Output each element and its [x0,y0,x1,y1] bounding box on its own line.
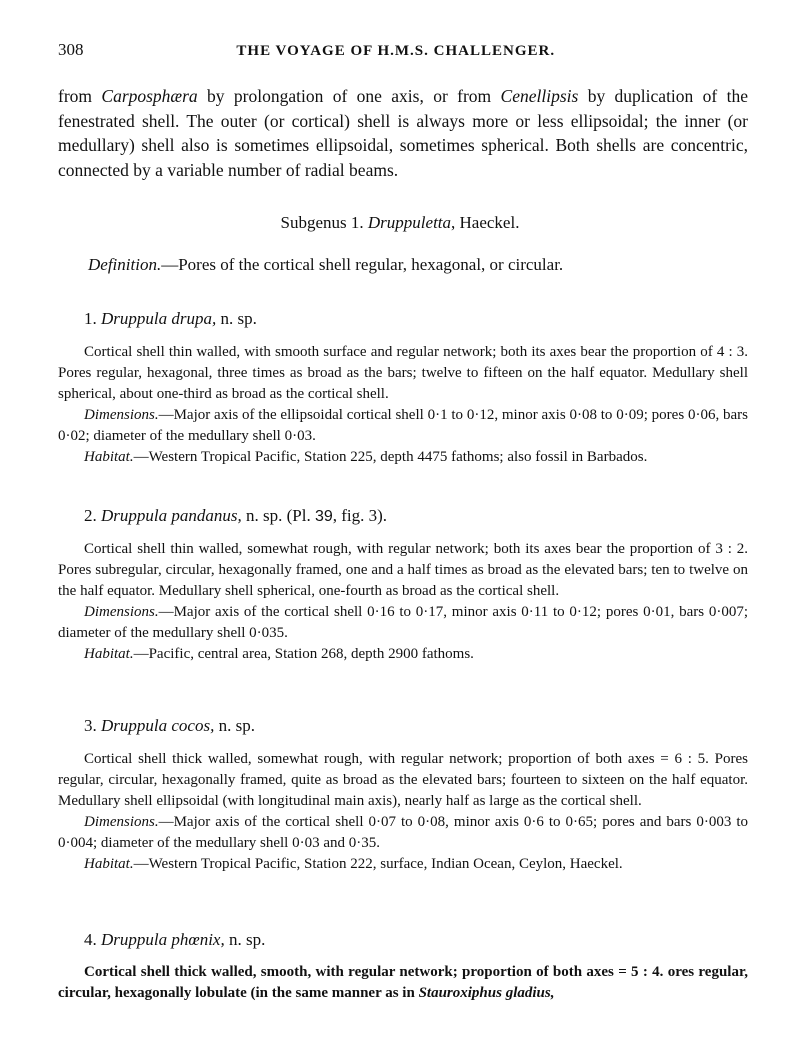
habitat-label: Habitat. [84,646,134,662]
dimensions-text: —Major axis of the ellipsoidal cortical shell 0·1 to 0·12, minor axis 0·08 to 0·09; pores 0·06, bars 0·02; diameter of the medullary shell 0·03. [58,407,748,444]
dimensions-label: Dimensions. [84,814,159,830]
species-description: Cortical shell thin walled, somewhat rough, with regular network; both its axes bear the proportion of 3 : 2. Pores subregular, circular, hexagonally framed, one and a half times as broad as the elevated bars; ten to twelve on the half equator. Medullary shell spherical, one-fourth as broad as the cortical shell. [58,541,748,599]
species-suffix: n. sp. (Pl. [241,506,315,525]
genus-carposphaera: Carposphæra [101,86,198,106]
figure-reference: , fig. 3). [332,506,388,525]
subgenus-name: Druppuletta [367,213,452,232]
species-dimensions [58,405,748,447]
habitat-text: —Western Tropical Pacific, Station 222, surface, Indian Ocean, Ceylon, Haeckel. [133,856,623,872]
definition [88,255,748,275]
species-description-block [58,962,748,1004]
species-suffix: n. sp. [214,716,255,735]
species-name: Druppula drupa, [101,309,217,328]
species-heading [84,716,255,736]
habitat-text: —Pacific, central area, Station 268, depth 2900 fathoms. [133,646,474,662]
species-suffix: n. sp. [224,930,266,949]
species-description: Cortical shell thick walled, somewhat rough, with regular network; proportion of both axes = 6 : 5. Pores regular, circular, hexagonally framed, quite as broad as the elevated bars; fourteen to sixteen on the half equator. Medullary shell ellipsoidal (with longitudinal main axis), nearly half as large as the cortical shell. [58,751,748,809]
species-habitat [58,854,748,875]
genus-cenellipsis: Cenellipsis [500,86,579,106]
species-number: 2. [84,506,101,525]
plate-number: 39 [314,508,333,525]
species-heading [84,309,257,329]
species-habitat [58,644,748,665]
intro-text-1: from [58,86,102,106]
habitat-label: Habitat. [84,449,134,465]
dimensions-label: Dimensions. [84,407,159,423]
page-header [58,40,748,60]
dimensions-label: Dimensions. [84,604,159,620]
species-habitat [58,447,748,468]
description-text: Cortical shell thick walled, smooth, with regular network; proportion of both axes = 5 : 4. ores regular, circular, hexagonally lobulate (in the same manner as in [58,964,748,1001]
definition-label: Definition. [88,255,162,274]
species-description-block [58,539,748,665]
species-description: Cortical shell thin walled, with smooth surface and regular network; both its axes bear the proportion of 4 : 3. Pores regular, hexagonal, three times as broad as the bars; twelve to fifteen on the half equator. Medullary shell spherical, about one-third as broad as the cortical shell. [58,344,748,402]
intro-text-3: by duplication of the fenestrated shell. The outer (or cortical) shell is always more or less ellipsoidal; the inner (or medullary) shell also is sometimes ellipsoidal, sometimes spherical. Both shells are concentric, connected by a variable number of radial beams. [58,86,748,180]
species-name: Druppula cocos, [101,716,215,735]
species-heading [84,930,265,950]
subgenus-author: , Haeckel. [451,213,520,232]
species-number: 3. [84,716,101,735]
species-suffix: n. sp. [216,309,257,328]
species-description-block [58,749,748,875]
species-description-block [58,342,748,468]
species-number: 1. [84,309,101,328]
species-description [58,962,748,1004]
intro-paragraph [58,84,748,182]
running-title: THE VOYAGE OF H.M.S. CHALLENGER. [236,43,556,59]
page-number: 308 [58,40,84,59]
species-dimensions [58,812,748,854]
dimensions-text: —Major axis of the cortical shell 0·07 to 0·08, minor axis 0·6 to 0·65; pores and bars 0·003 to 0·004; diameter of the medullary shell 0·03 and 0·35. [58,814,748,851]
dimensions-text: —Major axis of the cortical shell 0·16 to 0·17, minor axis 0·11 to 0·12; pores 0·01, bars 0·007; diameter of the medullary shell 0·035. [58,604,748,641]
species-dimensions [58,602,748,644]
species-name: Druppula phœnix, [101,930,225,949]
habitat-text: —Western Tropical Pacific, Station 225, depth 4475 fathoms; also fossil in Barbados. [133,449,648,465]
definition-text: —Pores of the cortical shell regular, hexagonal, or circular. [161,255,564,274]
species-name: Druppula pandanus, [101,506,242,525]
subgenus-heading [0,213,800,233]
subgenus-prefix: Subgenus 1. [280,213,368,232]
intro-text-2: by prolongation of one axis, or from [197,86,501,106]
species-number: 4. [84,930,101,949]
species-heading [84,506,387,526]
genus-stauroxiphus: Stauroxiphus gladius, [418,985,555,1001]
habitat-label: Habitat. [84,856,134,872]
